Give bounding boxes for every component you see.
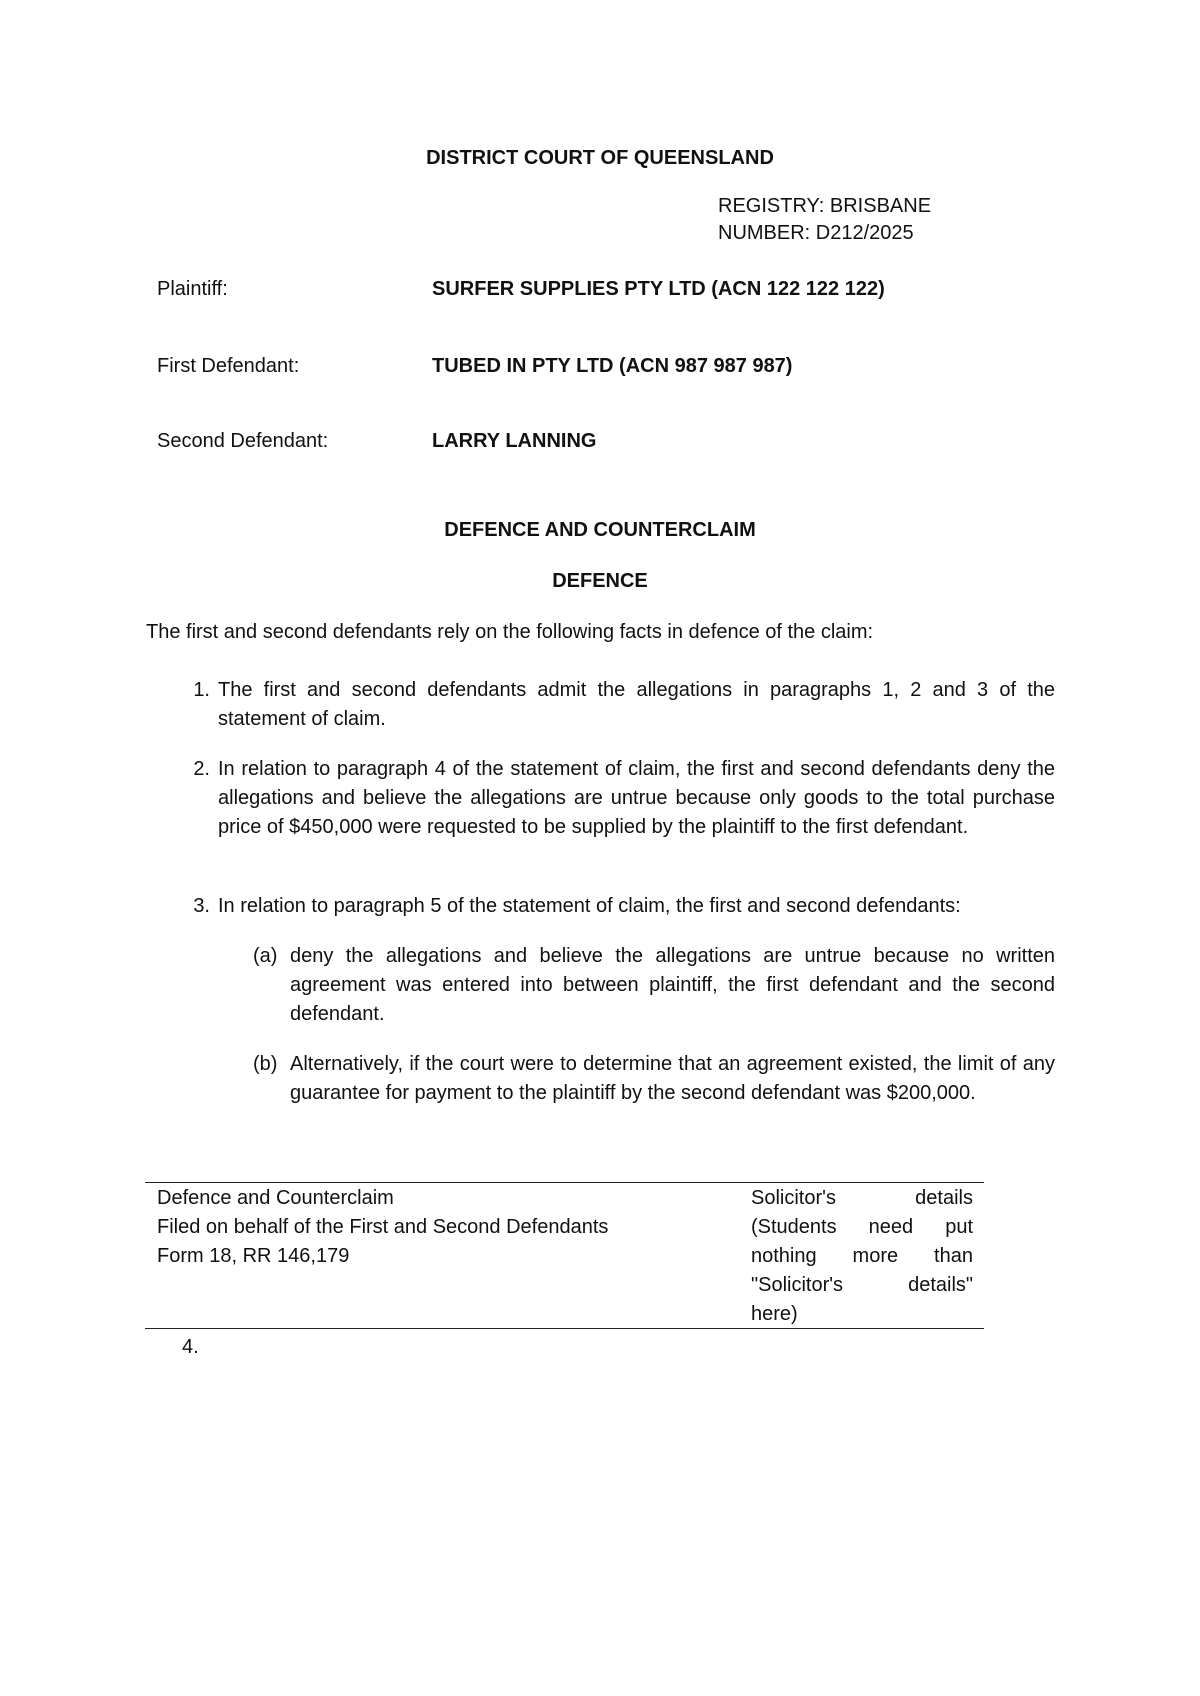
subparagraph-label: (a) <box>253 945 278 967</box>
paragraph-number: 2. <box>193 758 210 780</box>
solicitor-line: "Solicitor's details" <box>751 1274 973 1296</box>
case-number-line: NUMBER: D212/2025 <box>718 222 914 244</box>
first-defendant-name: TUBED IN PTY LTD (ACN 987 987 987) <box>432 355 793 377</box>
second-defendant-name: LARRY LANNING <box>432 430 597 452</box>
registry-line: REGISTRY: BRISBANE <box>718 195 932 217</box>
footer-filed-on-behalf: Filed on behalf of the First and Second Defendants <box>157 1216 609 1238</box>
registry-block <box>718 193 931 247</box>
court-title: DISTRICT COURT OF QUEENSLAND <box>426 147 774 169</box>
paragraph-3: In relation to paragraph 5 of the statement of claim, the first and second defendants: <box>218 895 961 917</box>
solicitor-line: (Students need put <box>751 1216 973 1238</box>
section-heading: DEFENCE <box>552 570 648 592</box>
footer-bottom-rule <box>145 1328 984 1329</box>
paragraph-number: 3. <box>193 895 210 917</box>
paragraph-2: In relation to paragraph 4 of the statement of claim, the first and second defendants deny the allegations and believe the allegations are untrue because only goods to the total purchase price of $450,000 were requested to be supplied by the plaintiff to the first defendant. <box>218 758 1055 838</box>
next-paragraph-number: 4. <box>182 1336 199 1358</box>
subparagraph-label: (b) <box>253 1053 278 1075</box>
solicitor-line: Solicitor's details <box>751 1187 973 1209</box>
subparagraph-a: deny the allegations and believe the allegations are untrue because no written agreement was entered into between plaintiff, the first defendant and the second defendant. <box>290 945 1055 1025</box>
footer-filing-details <box>157 1184 717 1271</box>
intro-text: The first and second defendants rely on the following facts in defence of the claim: <box>146 621 874 643</box>
second-defendant-label: Second Defendant: <box>157 430 329 452</box>
paragraph-1: The first and second defendants admit the allegations in paragraphs 1, 2 and 3 of the statement of claim. <box>218 679 1055 730</box>
footer-top-rule <box>145 1182 984 1183</box>
solicitor-line: nothing more than <box>751 1245 973 1267</box>
subparagraph-b: Alternatively, if the court were to determine that an agreement existed, the limit of any guarantee for payment to the plaintiff by the second defendant was $200,000. <box>290 1053 1055 1104</box>
plaintiff-label: Plaintiff: <box>157 278 228 300</box>
footer-solicitor-details <box>751 1184 973 1329</box>
solicitor-line: here) <box>751 1303 798 1325</box>
first-defendant-label: First Defendant: <box>157 355 300 377</box>
plaintiff-name: SURFER SUPPLIES PTY LTD (ACN 122 122 122) <box>432 278 885 300</box>
document-title: DEFENCE AND COUNTERCLAIM <box>444 519 756 541</box>
footer-form-reference: Form 18, RR 146,179 <box>157 1245 350 1267</box>
footer-document-name: Defence and Counterclaim <box>157 1187 394 1209</box>
paragraph-number: 1. <box>193 679 210 701</box>
